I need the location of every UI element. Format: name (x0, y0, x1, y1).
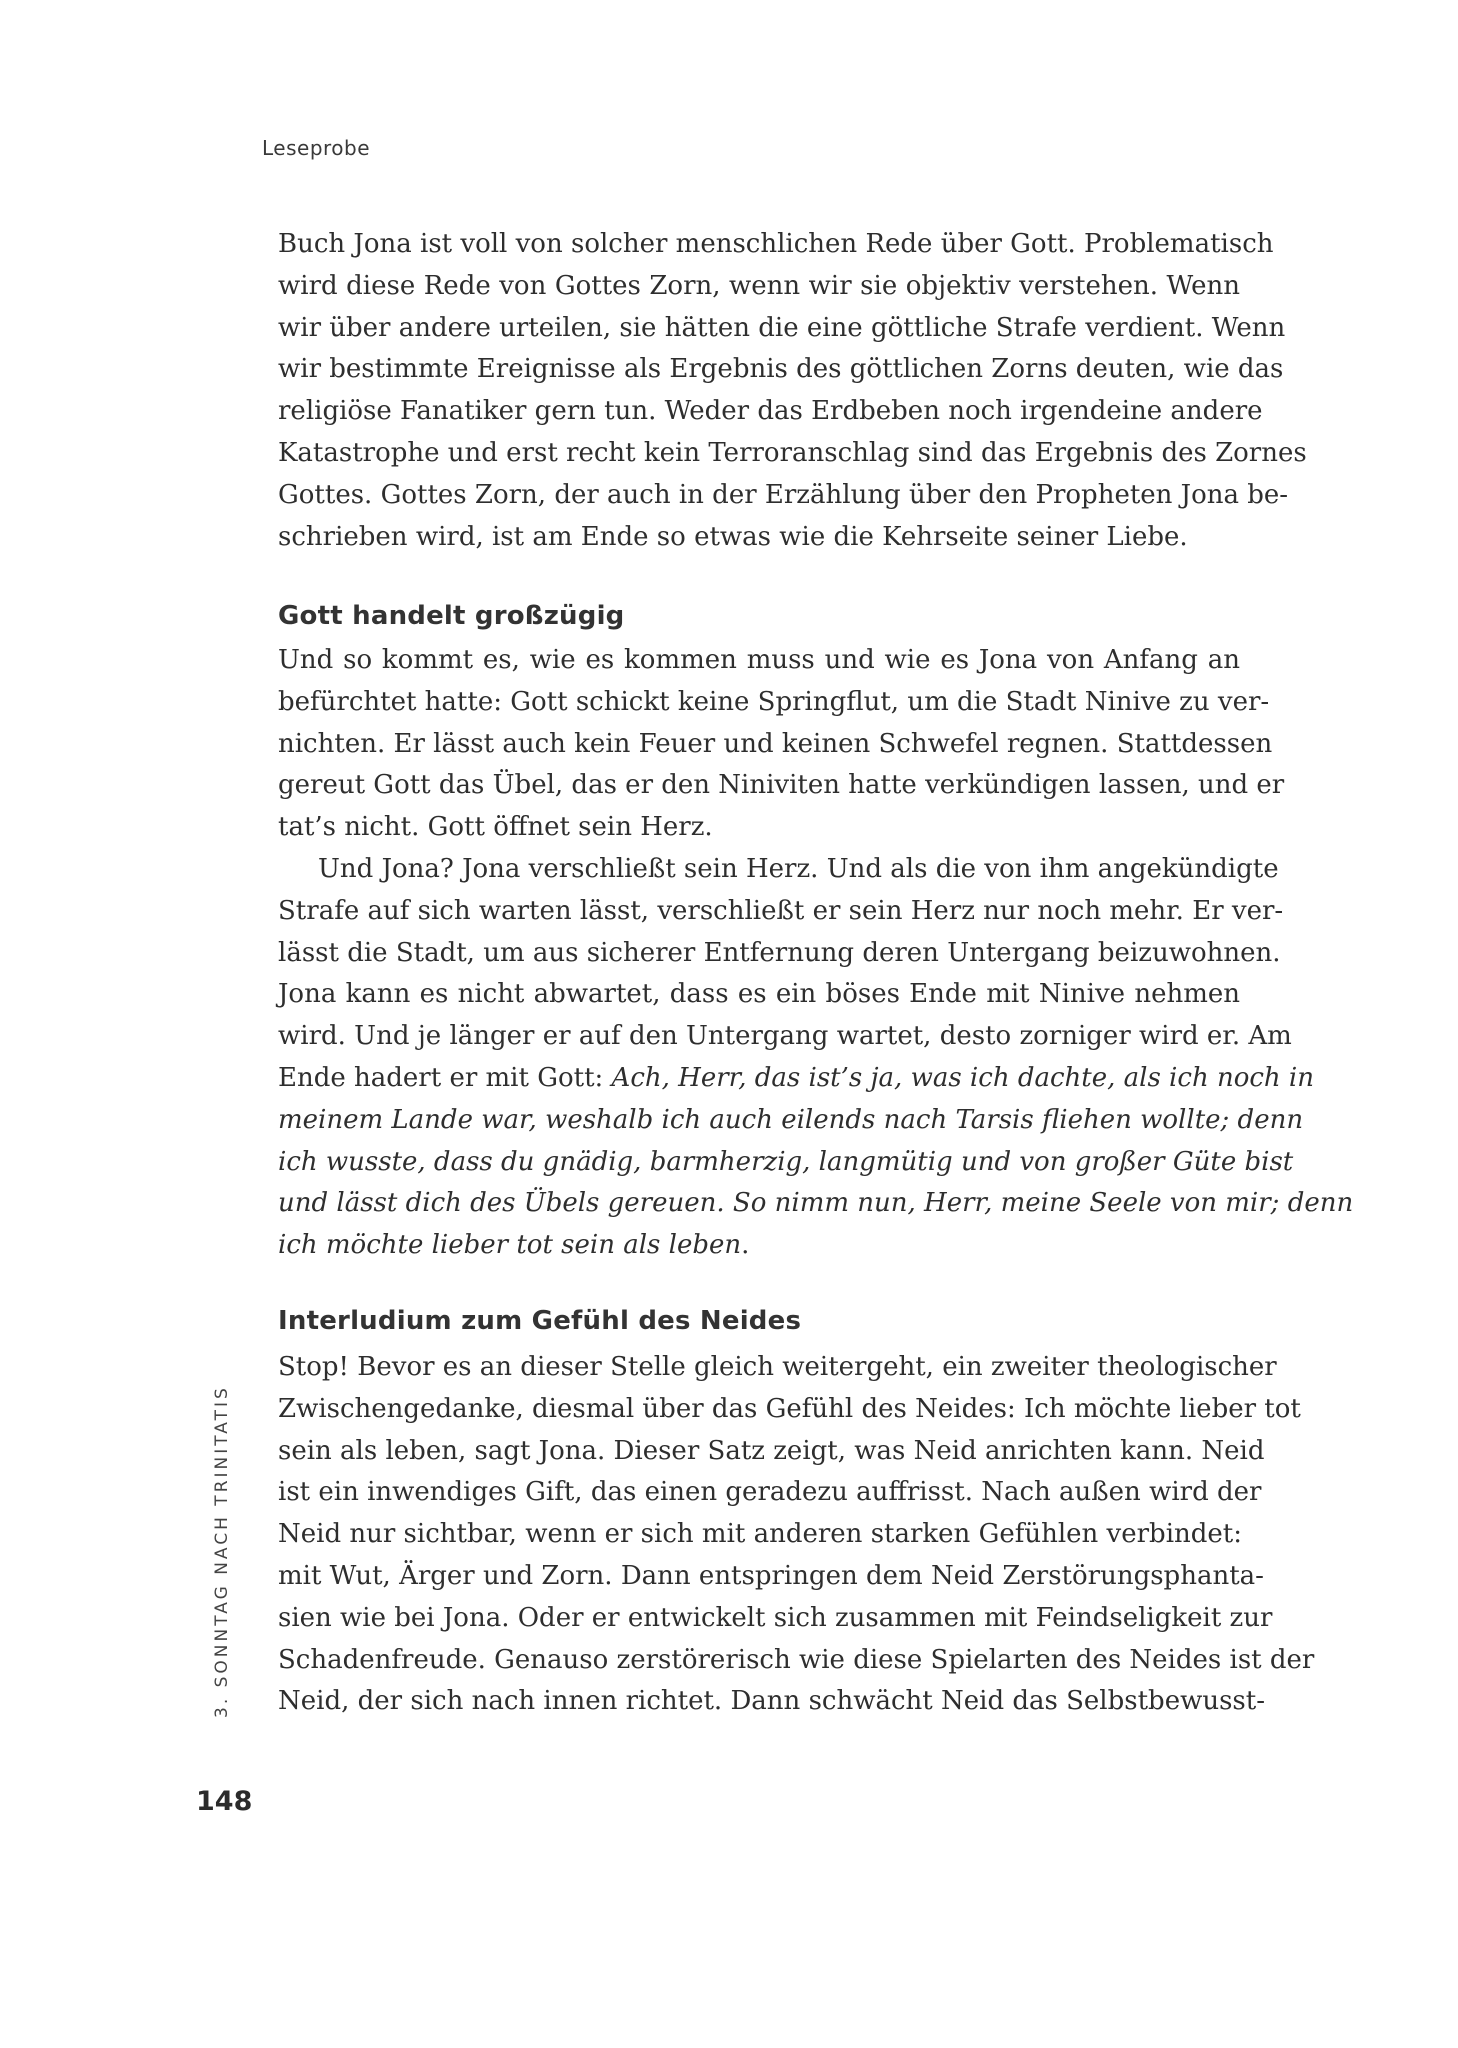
text-segment: Ende hadert er mit Gott: (278, 1062, 612, 1093)
text-segment: . (741, 1230, 750, 1261)
page-number: 148 (196, 1786, 253, 1817)
text-line: schrieben wird, ist am Ende so etwas wie die Kehrseite seiner Liebe. (278, 521, 1188, 552)
text-line: Strafe auf sich warten lässt, verschließt er sein Herz nur noch mehr. Er ver- (278, 895, 1284, 926)
text-line: gereut Gott das Übel, das er den Niniviten hatte verkündigen lassen, und er (278, 770, 1285, 801)
text-line: nichten. Er lässt auch kein Feuer und keinen Schwefel regnen. Stattdessen (278, 728, 1273, 759)
text-line: befürchtet hatte: Gott schickt keine Springflut, um die Stadt Ninive zu ver- (278, 686, 1270, 717)
quote-segment: Ach, Herr, das ist’s ja, was ich dachte, als ich noch in (611, 1062, 1314, 1093)
text-line: wird. Und je länger er auf den Untergang wartet, desto zorniger wird er. Am (278, 1021, 1292, 1052)
text-line: mit Wut, Ärger und Zorn. Dann entspringen dem Neid Zerstörungsphanta- (278, 1560, 1264, 1591)
quote-line: meinem Lande war, weshalb ich auch eilends nach Tarsis fliehen wollte; denn (278, 1104, 1304, 1135)
text-line: Gottes. Gottes Zorn, der auch in der Erzählung über den Propheten Jona be- (278, 479, 1289, 510)
text-line: wir bestimmte Ereignisse als Ergebnis des göttlichen Zorns deuten, wie das (278, 354, 1284, 385)
paragraph-intro (278, 224, 1307, 558)
paragraph-interludium (278, 1347, 1315, 1723)
text-line: sien wie bei Jona. Oder er entwickelt sich zusammen mit Feindseligkeit zur (278, 1602, 1273, 1633)
quote-line: und lässt dich des Übels gereuen. So nimm nun, Herr, meine Seele von mir; denn (278, 1188, 1354, 1219)
text-line: Und Jona? Jona verschließt sein Herz. Und als die von ihm angekündigte (318, 854, 1279, 884)
text-line: religiöse Fanatiker gern tun. Weder das Erdbeben noch irgendeine andere (278, 396, 1263, 427)
quote-line: ich wusste, dass du gnädig, barmherzig, langmütig und von großer Güte bist (278, 1146, 1294, 1177)
text-line: Jona kann es nicht abwartet, dass es ein böses Ende mit Ninive nehmen (278, 979, 1240, 1010)
paragraph-gott-handelt-2 (278, 849, 1354, 1267)
text-line: Schadenfreude. Genauso zerstörerisch wie diese Spielarten des Neides ist der (278, 1644, 1315, 1675)
text-line-mixed (278, 1058, 1314, 1100)
quote-segment: ich möchte lieber tot sein als leben (278, 1230, 742, 1261)
chapter-side-label: 3. SONNTAG NACH TRINITATIS (212, 1385, 232, 1718)
text-line: ist ein inwendiges Gift, das einen geradezu auffrisst. Nach außen wird der (278, 1477, 1262, 1508)
text-line: sein als leben, sagt Jona. Dieser Satz zeigt, was Neid anrichten kann. Neid (278, 1435, 1265, 1466)
text-line: Zwischengedanke, diesmal über das Gefühl des Neides: Ich möchte lieber tot (278, 1393, 1301, 1424)
text-line: Und so kommt es, wie es kommen muss und wie es Jona von Anfang an (278, 645, 1240, 675)
text-line: wird diese Rede von Gottes Zorn, wenn wir sie objektiv verstehen. Wenn (278, 270, 1240, 301)
text-line: lässt die Stadt, um aus sicherer Entfernung deren Untergang beizuwohnen. (278, 937, 1281, 968)
text-line: Stop! Bevor es an dieser Stelle gleich weitergeht, ein zweiter theologischer (278, 1352, 1277, 1382)
text-line: Neid, der sich nach innen richtet. Dann schwächt Neid das Selbstbewusst- (278, 1686, 1265, 1717)
running-header: Leseprobe (262, 136, 371, 160)
paragraph-gott-handelt-1 (278, 640, 1285, 849)
text-line: Katastrophe und erst recht kein Terroranschlag sind das Ergebnis des Zornes (278, 437, 1307, 468)
section-heading-gott-handelt: Gott handelt großzügig (278, 601, 625, 631)
text-line-mixed (278, 1225, 1240, 1267)
text-line: wir über andere urteilen, sie hätten die eine göttliche Strafe verdient. Wenn (278, 312, 1286, 343)
text-line: Buch Jona ist voll von solcher menschlichen Rede über Gott. Problematisch (278, 229, 1274, 259)
section-heading-interludium: Interludium zum Gefühl des Neides (278, 1306, 802, 1336)
text-line: Neid nur sichtbar, wenn er sich mit anderen starken Gefühlen verbindet: (278, 1519, 1242, 1550)
text-line: tat’s nicht. Gott öffnet sein Herz. (278, 812, 713, 843)
